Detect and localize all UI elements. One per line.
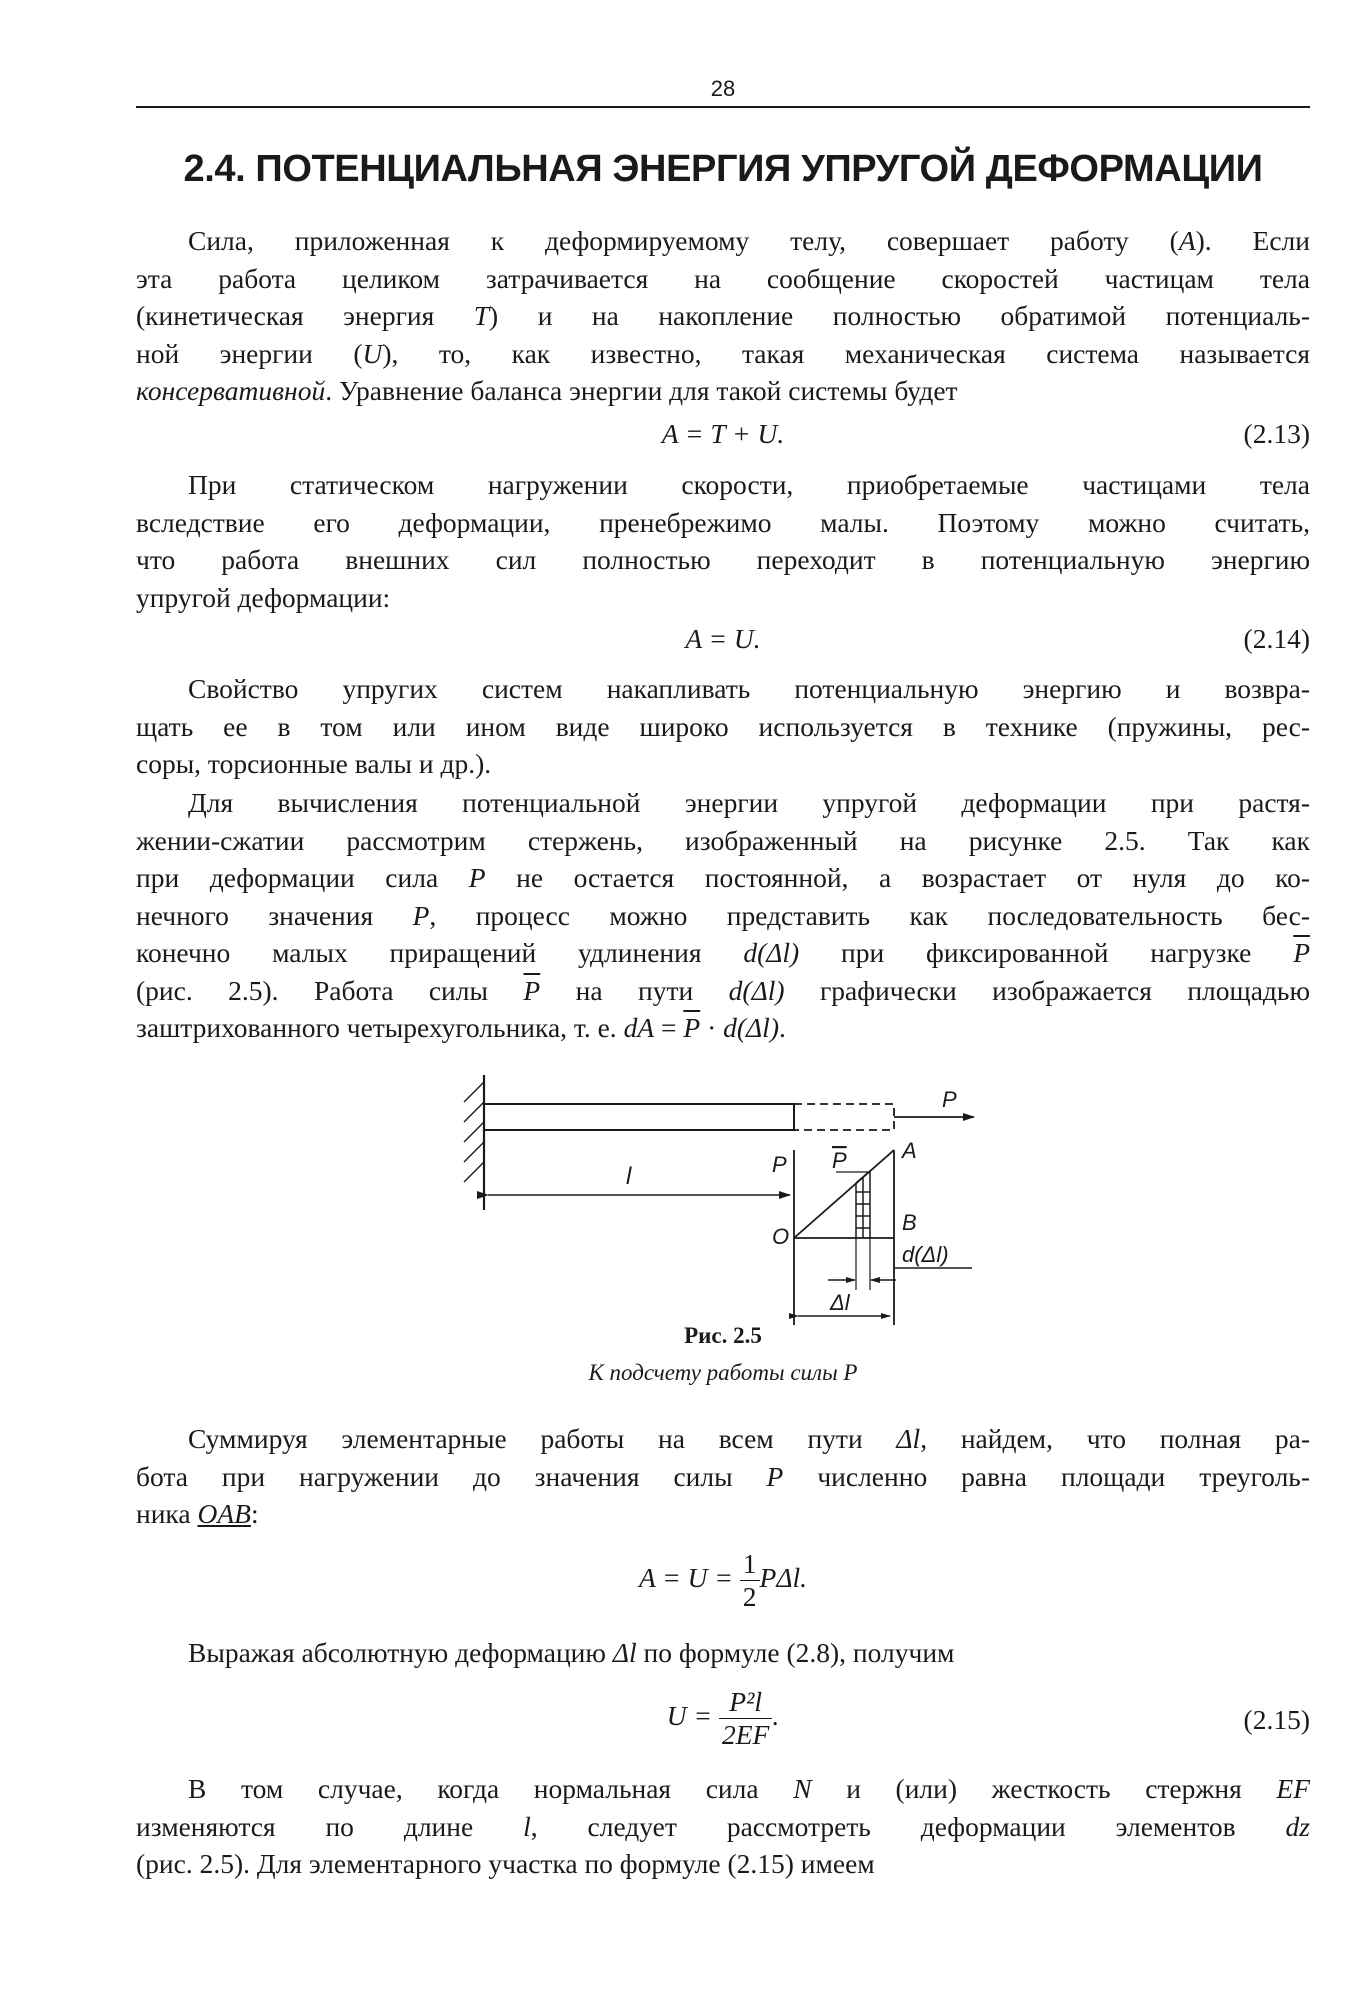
equation-2-15-rhs: . — [772, 1699, 780, 1731]
para4-line-5: конечно малых приращений удлинения d(Δl) при фиксированной нагрузке $\overline{P}$ — [136, 937, 1310, 968]
equation-2-15-number: (2.15) — [1243, 1704, 1310, 1735]
fraction-one-half-num: 1 — [740, 1548, 760, 1581]
equation-2-13-number: (2.13) — [1243, 418, 1310, 449]
para3-line-1: Свойство упругих систем накапливать потенциальную энергию и возвра- — [188, 673, 1310, 704]
para1-line-4: ной энергии (U), то, как известно, такая механическая система называется — [136, 337, 1310, 369]
para5-line-2: бота при нагружении до значения силы P численно равна площади треуголь- — [136, 1460, 1310, 1492]
para2-line-4: упругой деформации: — [136, 581, 391, 613]
label-O: O — [772, 1224, 790, 1249]
equation-work-triangle — [136, 1548, 1310, 1618]
fraction-one-half — [740, 1548, 760, 1613]
term-conservative: консервативной — [136, 375, 326, 406]
rod — [484, 1104, 794, 1130]
para2-line-1: При статическом нагружении скорости, приобретаемые частицами тела — [188, 469, 1310, 500]
wall-hatching — [464, 1082, 484, 1182]
label-l: l — [626, 1163, 632, 1190]
para4-line-6: (рис. 2.5). Работа силы $\overline{P}$ на пути d(Δl) графически изображается площадью — [136, 974, 1310, 1006]
figure-2-5 — [136, 0, 1310, 1330]
para4-line-2: жении-сжатии рассмотрим стержень, изображенный на рисунке 2.5. Так как — [136, 824, 1310, 856]
figure-caption-title: Рис. 2.5 — [684, 1323, 762, 1348]
equation-work-rhs: PΔl. — [759, 1561, 807, 1593]
para4-line-1: Для вычисления потенциальной энергии упругой деформации при растя- — [188, 787, 1310, 818]
para4-line-3: при деформации сила P не остается постоянной, а возрастает от нуля до ко- — [136, 862, 1310, 893]
label-P-arrow: P — [942, 1087, 957, 1112]
para1-line-2: эта работа целиком затрачивается на сообщение скоростей частицам тела — [136, 262, 1310, 294]
label-B: B — [902, 1210, 917, 1235]
para2-line-2: вследствие его деформации, пренебрежимо малы. Поэтому можно считать, — [136, 506, 1310, 538]
label-Pbar: P — [832, 1148, 847, 1173]
para1-line-5: консервативной. Уравнение баланса энергии для такой системы будет — [136, 375, 958, 406]
figure-caption-subtitle: К подсчету работы силы P — [588, 1360, 858, 1385]
equation-2-15-lhs: U = — [666, 1699, 719, 1731]
fraction-2ef-den: 2EF — [721, 1719, 770, 1750]
equation-2-14-expr: A = U. — [685, 623, 761, 654]
para1-line-3: (кинетическая энергия T) и на накопление полностью обратимой потенциаль- — [136, 300, 1310, 331]
para3-line-2: щать ее в том или ином виде широко используется в технике (пружины, рес- — [136, 710, 1310, 742]
paragraph-absolute-deformation — [136, 1634, 1310, 1672]
paragraph-total-work — [136, 1420, 1310, 1533]
section-title: 2.4. ПОТЕНЦИАЛЬНАЯ ЭНЕРГИЯ УПРУГОЙ ДЕФОРМАЦИИ — [183, 148, 1263, 190]
para5-line-3: ника OAB: — [136, 1498, 259, 1529]
fraction-p2l-2ef — [719, 1686, 772, 1751]
fraction-p2l-num: P²l — [719, 1686, 772, 1719]
page — [136, 0, 1310, 2000]
para1-line-1: Сила, приложенная к деформируемому телу, совершает работу (A). Если — [188, 225, 1310, 256]
label-delta-l: Δl — [830, 1290, 850, 1315]
equation-2-15 — [136, 1686, 1310, 1758]
rod-elongation-dashed — [794, 1104, 894, 1130]
para2-line-3: что работа внешних сил полностью переходит в потенциальную энергию — [136, 544, 1310, 575]
para7-line-2: изменяются по длине l, следует рассмотреть деформации элементов dz — [136, 1810, 1310, 1842]
para4-line-4: нечного значения P, процесс можно представить как последовательность бес- — [136, 899, 1310, 931]
para3-line-3: соры, торсионные валы и др.). — [136, 748, 492, 779]
para7-line-3: (рис. 2.5). Для элементарного участка по формуле (2.15) имеем — [136, 1848, 875, 1879]
para5-line-1: Суммируя элементарные работы на всем пути Δl, найдем, что полная ра- — [188, 1423, 1310, 1454]
equation-work-lhs: A = U = — [639, 1561, 740, 1593]
label-A: A — [902, 1138, 917, 1163]
fraction-one-half-den: 2 — [742, 1581, 757, 1612]
equation-2-13-expr: A = T + U. — [661, 418, 785, 449]
page-number: 28 — [710, 76, 736, 101]
para7-line-1: В том случае, когда нормальная сила N и (или) жесткость стержня EF — [188, 1773, 1310, 1804]
para6-line-1: Выражая абсолютную деформацию Δl по формуле (2.8), получим — [188, 1637, 955, 1668]
label-d-delta-l: d(Δl) — [902, 1242, 949, 1267]
label-P-side: P — [772, 1152, 787, 1177]
paragraph-variable-stiffness — [136, 1770, 1310, 1883]
para4-line-7: заштрихованного четырехугольника, т. е. dA = $\overline{P} \cdot d(\Delta l)$. — [136, 1012, 786, 1043]
hatched-strip — [856, 1171, 870, 1238]
equation-2-14-number: (2.14) — [1243, 623, 1310, 654]
